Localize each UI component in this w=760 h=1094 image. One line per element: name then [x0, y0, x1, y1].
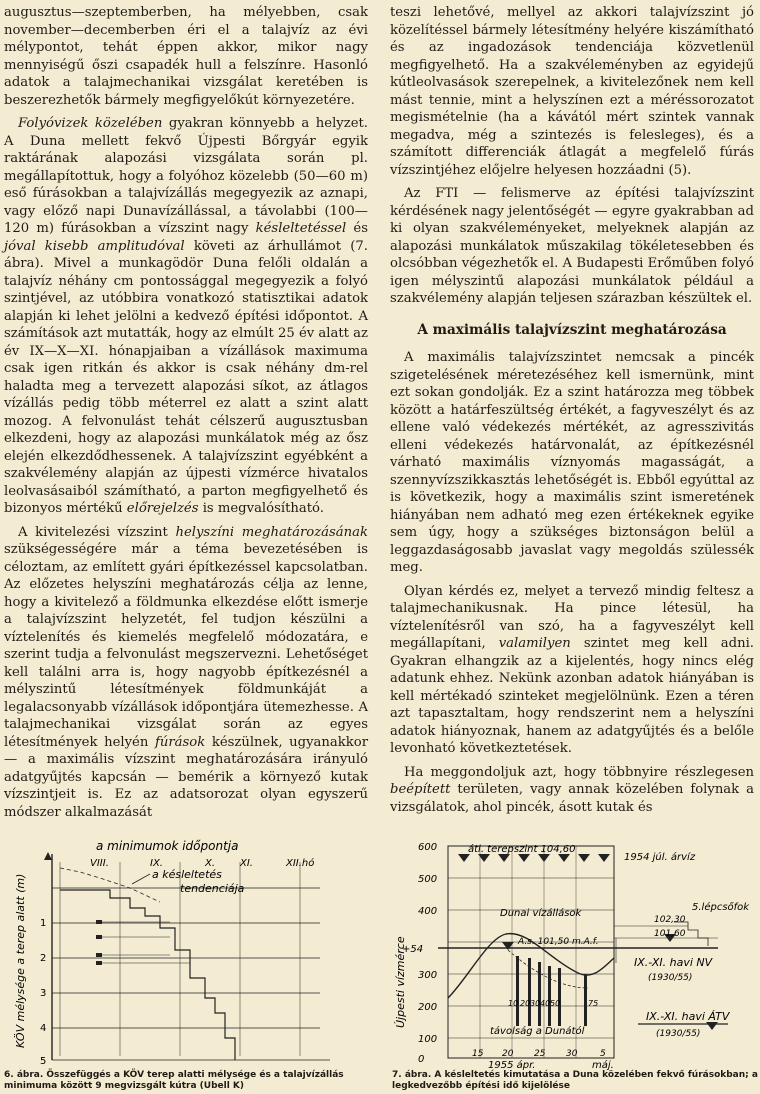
value-label: 101,60 — [654, 929, 686, 939]
y-tick: 600 — [418, 842, 438, 853]
atv-label: IX.-XI. havi ÁTV — [646, 1010, 730, 1023]
y-tick: 0 — [418, 1054, 425, 1065]
right-column — [390, 4, 754, 816]
right-paragraph-3: A maximális talajvízszintet nemcsak a pincék szigetelésének méretezéséhez kell ismernünk, mint ezt sokan gondolják. Ez a szint határozza meg többek között a határfeszültség értékét, a fagyveszélyt és az ellene való védekezés mértékét, az agresszivitás elleni védekezés határvonalát, az építkezésnél várható maximális víznyomás magasságát, a szennyvízszikkasztás lehetőségét is. Ebből egyúttal az is következik, hogy a maximális szint ismeretének hiányában nem adható meg ezen értékeknek egyike sem úgy, hogy a szükséges biztonságon belül a leggazdaságosabb javaslat vagy megoldás szülessék meg. — [390, 350, 754, 575]
text-run: területen, vagy annak közelében folynak a vizsgálatok, ahol pincék, ásott kutak és — [390, 782, 754, 815]
figure-6-caption: 6. ábra. Összefüggés a KÖV terep alatti mélysége és a talajvízállás minimuma között 9 megvizsgált kútra (Ubell K) — [4, 1070, 344, 1091]
text-run: A kivitelezési vízszint — [18, 524, 176, 540]
y-tick: 200 — [418, 1002, 438, 1013]
emphasis: beépített — [390, 782, 451, 797]
distance-tick: 75 — [588, 999, 599, 1008]
y-tick: 300 — [418, 970, 438, 981]
day-tick: 30 — [566, 1049, 578, 1059]
y-tick: 100 — [418, 1034, 438, 1045]
month-label: XII.hó — [286, 858, 315, 869]
text-run: Ha meggondoljuk azt, hogy többnyire részlegesen — [404, 764, 754, 780]
left-paragraph-2 — [4, 115, 368, 518]
atv-years: (1930/55) — [656, 1029, 701, 1039]
nv-label: IX.-XI. havi NV — [634, 956, 713, 969]
day-tick: 20 — [502, 1049, 514, 1059]
y-tick: 4 — [40, 1023, 47, 1034]
text-run: szükségességére már a téma bevezetésében is céloztam, az említett gyári építkezéssel kapcsolatban. Az előzetes helyszíni meghatározás célja az lenne, hogy a kivitelező a földmunka elkezdése előtt ismerje a talajvízszint helyzetét, fel tudjon készülni a víztelenítés és kiemelés megfelelő módozatára, e szerint tudja a felvonulást megszervezni. Lehetőséget kell találni arra is, hogy nagyobb építkezésnél a mélyszintű létesítmények földmunkáját a legalacsonyabb vízállások időpontjára ütemezhesse. A talajmechanikai vizsgálat során az egyes létesítmények helyén — [4, 542, 368, 750]
distance-label: távolság a Dunától — [490, 1026, 585, 1037]
steps-label: 5.lépcsőfok — [692, 902, 750, 913]
distance-tick: 50 — [550, 999, 561, 1008]
left-column — [4, 4, 368, 821]
emphasis: késleltetéssel — [255, 221, 347, 236]
y-axis-label: KÖV mélysége a terep alatt (m) — [14, 873, 27, 1048]
date-label: 1955 ápr. — [488, 1060, 536, 1070]
right-paragraph-1: teszi lehetővé, mellyel az akkori talajvízszint jó közelítéssel bármely létesítmény helyére kiszámítható és az ingadozások tendenciája közvetlenül megfigyelhető. Ha a szakvéleményben az egyidejű kútleolvasások szerepelnek, a kivitelezőnek nem kell mást tennie, mint a helyszínen ezt a méréssorozatot megismételnie (ha a kávától mért szintek vannak megadva, még a szintezés is felesleges), és a számított differenciák átlagát a megfelelő fúrás vízszintjéhez előjelre helyesen hozzáadni (5). — [390, 5, 754, 178]
figure-6-drawing — [0, 838, 372, 1070]
y-tick: 5 — [40, 1056, 47, 1067]
distance-tick: 20 — [520, 999, 531, 1008]
y-tick: 400 — [418, 906, 438, 917]
day-tick: 25 — [534, 1049, 546, 1059]
left-paragraph-1: augusztus—szeptemberben, ha mélyebben, csak november—decemberben éri el a talajvíz az évi mélypontot, tehát éppen akkor, mikor nagy mennyiségű őszi csapadék hull a felszínre. Hasonló adatok a talajmechanikai vizsgálat keretében is beszerezhetők bármely megfigyelőkút környezetére. — [4, 5, 368, 108]
distance-tick: 10 — [508, 999, 519, 1008]
y-axis-label: Újpesti vízmérce — [394, 936, 407, 1028]
text-run: szintet meg kell adni. Gyakran elhangzik az a kijelentés, hogy nincs elég adatunk ehhez. Nekünk azonban adatok hiányában is kell mértékadó szinteket megjelölnünk. Ezen a téren azt tapasztaltam, hogy rendszerint nem a helyszíni adatok hiányoznak, hanem az adatgyűjtés és a belőle levonható következtetések. — [390, 636, 754, 756]
text-run: követi az árhullámot (7. ábra). Mivel a munkagödör Duna felőli oldalán a talajvíz néhány cm pontossággal megegyezik a folyó szintjével, az utóbbira vonatkozó statisztikai adatok alapján ki lehet jelölni a kedvező építési időpontot. A számítások azt mutatták, hogy az elmúlt 25 év alatt az év IX—X—XI. hónapjaiban a vízállások maximuma csak igen ritkán és akkor is csak néhány dm-rel haladta meg a tervezett alapozási síkot, az átlagos vízállás pedig több méterrel ez alatt a szint alatt mozog. A felvonulást tehát célszerű augusztusban elkezdeni, hogy az alapozási munkálatok még az ősz elején elkezdődhessenek. A talajvízszint egyébként a szakvélemény alapján az újpesti vízmérce hivatalos leolvasásaiból számítható, a parton megfigyelhető és bizonyos mértékű — [4, 238, 368, 516]
right-paragraph-4 — [390, 583, 754, 758]
value-label: 102,30 — [654, 915, 686, 925]
left-paragraph-3 — [4, 524, 368, 822]
month-label: VIII. — [90, 858, 109, 869]
text-run: is megvalósítható. — [198, 501, 324, 516]
nv-years: (1930/55) — [648, 973, 693, 983]
emphasis: előrejelzés — [126, 501, 199, 516]
figure-7-drawing — [388, 838, 760, 1070]
section-heading: A maximális talajvízszint meghatározása — [417, 321, 727, 338]
text-run: és — [346, 221, 368, 236]
emphasis: Folyóvizek közelében — [18, 116, 163, 131]
emphasis: helyszíni meghatározásának — [175, 524, 368, 540]
as-label: A.s. 101,50 m.A.f. — [518, 937, 599, 947]
y-tick: 500 — [418, 874, 438, 885]
right-paragraph-5 — [390, 764, 754, 817]
figure-7 — [388, 838, 760, 1070]
y-tick: 2 — [40, 953, 47, 964]
y-tick: 1 — [40, 918, 47, 929]
danube-levels-label: Dunai vízállások — [500, 908, 582, 919]
delay-note: a késleltetés — [152, 868, 222, 881]
distance-tick: 40 — [540, 999, 551, 1008]
y-tick: 3 — [40, 988, 47, 999]
date-label-2: máj. — [592, 1060, 614, 1070]
distance-tick: 30 — [530, 999, 541, 1008]
text-run: gyakran könnyebb a helyzet. A Duna mellett fekvő Újpesti Bőrgyár egyik raktárának alapozási vizsgálata során pl. megállapítottuk, hogy a folyóhoz közelebb (50—60 m) eső fúrásokban a talajvízállás megegyezik az aznapi, vagy előző napi Dunavízállással, a távolabbi (100—120 m) fúrásokban a vízszint nagy — [4, 116, 368, 236]
emphasis: jóval kisebb amplitudóval — [4, 238, 185, 254]
right-paragraph-2: Az FTI — felismerve az építési talajvízszint kérdésének nagy jelentőségét — egyre gyakrabban ad ki olyan szakvéleményeket, melyeknek alapján az alapozási munkálatok műszakilag tökéletesebben és olcsóbban végezhetők el. A Budapesti Erőműben folyó igen mélyszintű alapozási munkálatok például a szakvélemény alapján teljesen szárazban készültek el. — [390, 186, 754, 306]
text-run: Olyan kérdés ez, melyet a tervező mindig feltesz a talajmechanikusnak. Ha pince létesül, ha víztelenítésről van szó, ha a fagyveszélyt kell megállapítani, — [390, 583, 754, 651]
figure-6-title: a minimumok időpontja — [96, 839, 239, 853]
terrain-label: átl. terepszint 104,60 — [468, 844, 576, 855]
month-label: X. — [205, 858, 216, 869]
month-label: IX. — [150, 858, 163, 869]
flood-label: 1954 júl. árvíz — [624, 852, 696, 863]
delay-note-2: tendenciája — [180, 882, 245, 895]
day-tick: 15 — [472, 1049, 484, 1059]
month-label: XI. — [240, 858, 253, 869]
day-tick: 5 — [600, 1049, 606, 1059]
text-run: készülnek, ugyanakkor — a maximális vízszint meghatározására irányuló adatgyűjtés kapcsán — bemérik a környező kutak vízszintjeit is. Ez az adatsorozat olyan egyszerű módszer alkalmazását — [4, 734, 368, 820]
emphasis: valamilyen — [498, 636, 571, 651]
figure-6 — [0, 838, 372, 1070]
figure-7-caption: 7. ábra. A késleltetés kimutatása a Duna közelében fekvő fúrásokban; a legkedvezőbb építési idő kijelölése — [392, 1070, 758, 1091]
emphasis: fúrások — [154, 734, 206, 750]
zero-label: +54 — [402, 944, 424, 955]
